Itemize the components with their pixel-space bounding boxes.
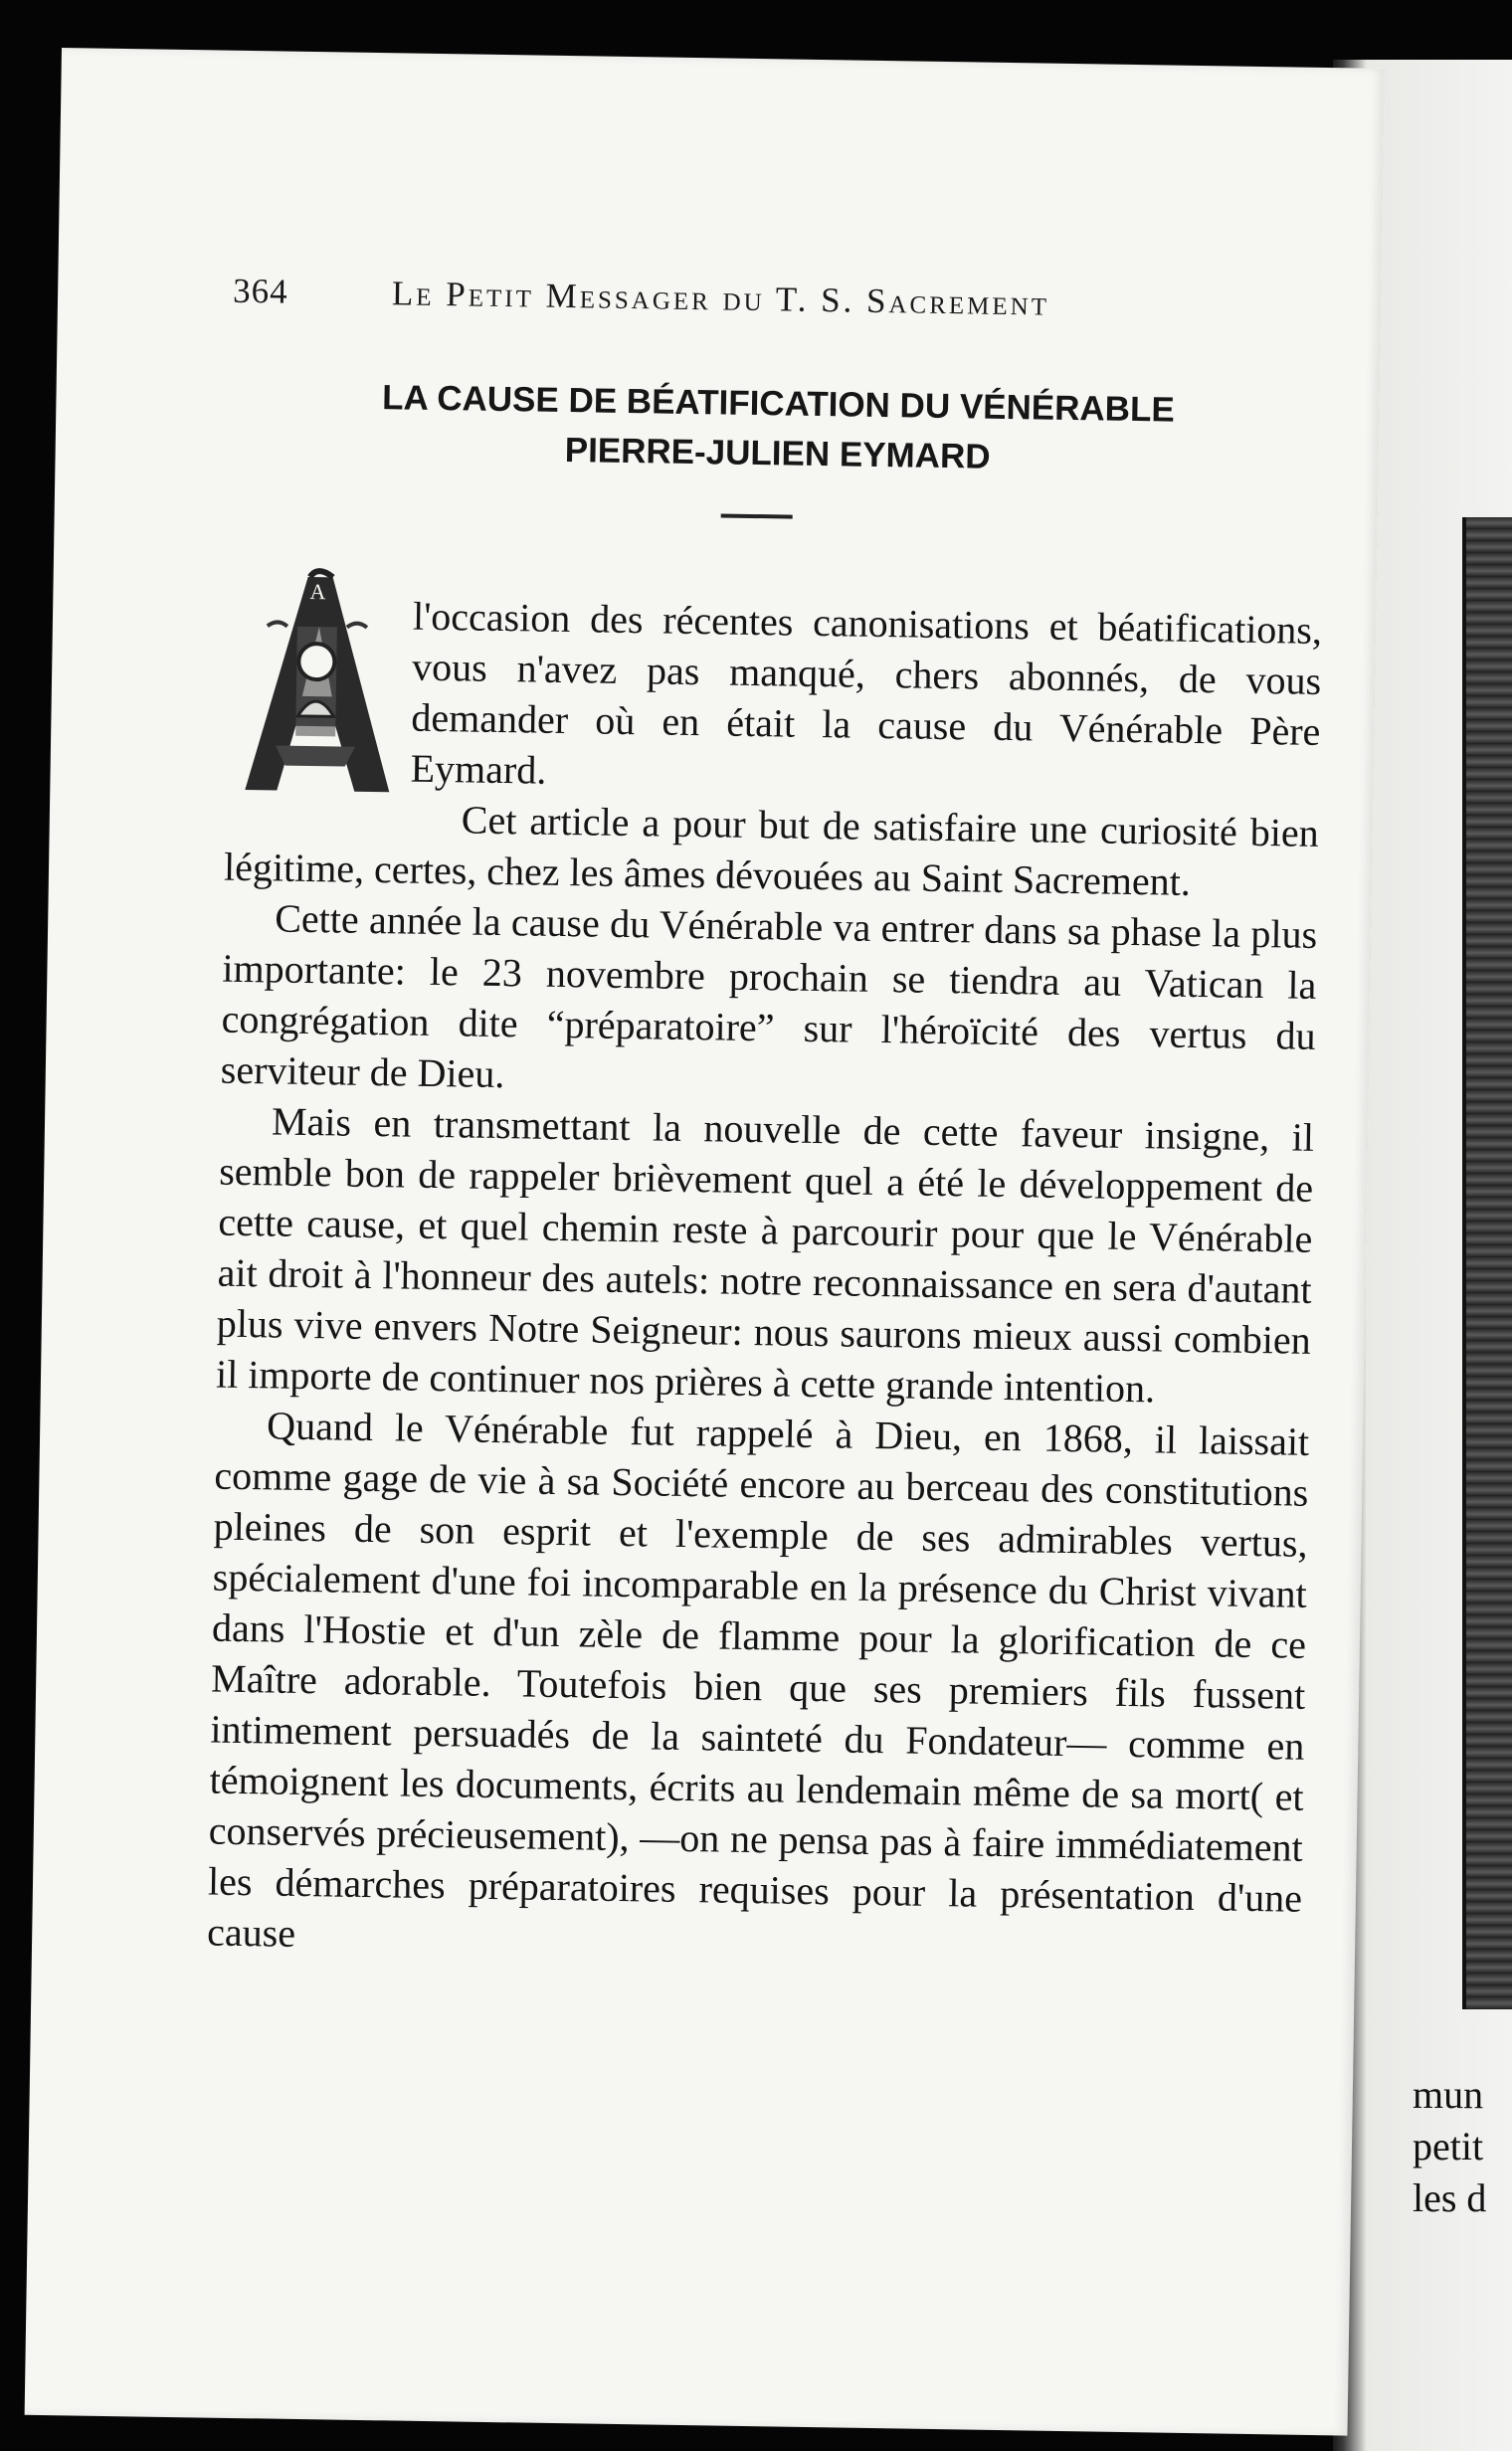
article-title-line-1: LA CAUSE DE BÉATIFICATION DU VÉNÉRABLE [381, 378, 1176, 430]
drop-cap-letter: A [309, 578, 326, 605]
paragraph-5: Quand le Vénérable fut rappelé à Dieu, en 1868, il laissait comme gage de vie à sa Société encore au berceau des constitutions pleines de son esprit et l'exemple de ses admirables vertus, spécialement d'une foi incomparable en la présence du Christ vivant dans l'Hostie et d'un zèle de flamme pour la glorification de ce Maître adorable. Toutefois bien que ses premiers fils fussent intimement persuadés de la sainteté du Fondateur— comme en témoignent les documents, écrits au lendemain même de sa mort( et conservés précieusement), —on ne pensa pas à faire immédiatement les démarches préparatoires requises pour la présentation d'une cause [206, 1403, 1310, 1956]
running-header [233, 272, 1228, 327]
article-title [230, 371, 1325, 487]
paragraph-1: l'occasion des récentes canonisations et béatifications, vous n'avez pas manqué, chers abonnés, de vous demander où en était la cause du Vénérable Père Eymard. [410, 593, 1323, 793]
article-body [207, 588, 1322, 1975]
running-title: Le Petit Messager du T. S. Sacrement [391, 274, 1050, 323]
adjacent-photo [1462, 517, 1512, 2009]
adjacent-page-text [1413, 2069, 1486, 2224]
paragraph-4: Mais en transmettant la nouvelle de cette faveur insigne, il semble bon de rappeler brièvement quel a été le développement de cette cause, et quel chemin reste à parcourir pour que le Vénérable ait droit à l'honneur des autels: notre reconnaissance en sera d'autant plus vive envers Notre Seigneur: nous saurons mieux aussi combien il importe de continuer nos prières à cette grande intention. [215, 1098, 1315, 1412]
page-number: 364 [232, 271, 288, 311]
paragraph-2: Cet article a pour but de satisfaire une curiosité bien légitime, certes, chez les âmes dévouées au Saint Sacrement. [223, 797, 1320, 904]
paragraph-3: Cette année la cause du Vénérable va entrer dans sa phase la plus importante: le 23 novembre prochain se tiendra au Vatican la congrégation dite “préparatoire” sur l'héroïcité des vertus du serviteur de Dieu. [220, 895, 1318, 1097]
article-title-line-2: PIERRE-JULIEN EYMARD [564, 430, 991, 476]
adjacent-line-2: petit [1413, 2124, 1484, 2168]
adjacent-line-3: les d [1413, 2175, 1487, 2220]
book-page [25, 48, 1385, 2436]
adjacent-line-1: mun [1413, 2072, 1484, 2117]
title-rule [721, 513, 793, 518]
